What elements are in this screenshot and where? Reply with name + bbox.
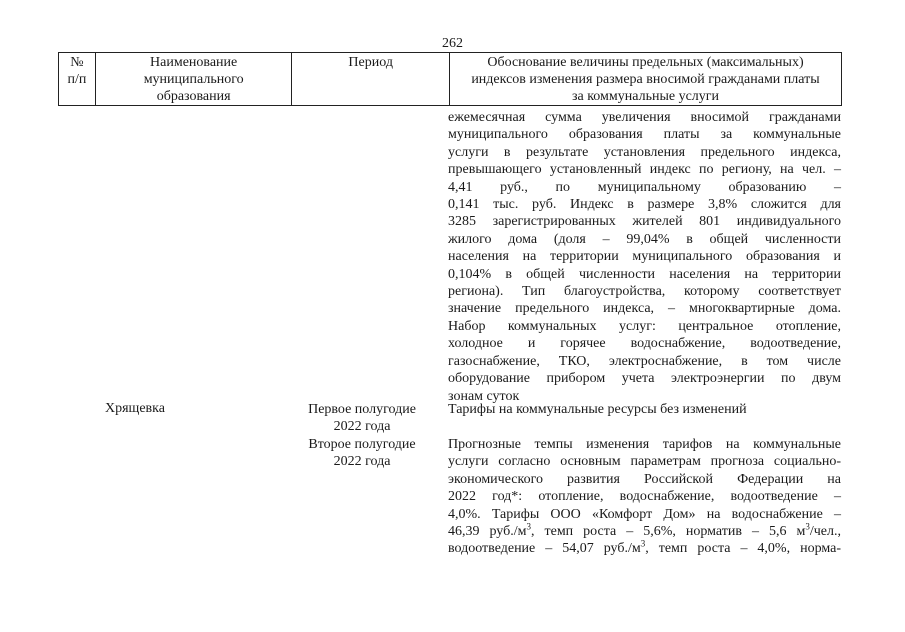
superscript: 3 bbox=[640, 538, 646, 549]
header-text: индексов изменения размера вносимой гражданами платы bbox=[471, 72, 820, 87]
text-line: региона). Тип благоустройства, которому соответствует bbox=[448, 284, 841, 300]
text-line: Прогнозные темпы изменения тарифов на коммунальные bbox=[448, 437, 841, 452]
header-justification-column bbox=[450, 53, 841, 105]
text-line: жилого дома (доля – 99,04% в общей численности bbox=[448, 231, 841, 247]
superscript: 3 bbox=[526, 521, 531, 532]
period-second-half bbox=[296, 436, 428, 470]
header-number-column bbox=[59, 53, 96, 105]
text-line: Набор коммунальных услуг: центральное отопление, bbox=[448, 318, 841, 334]
text-line: населения на территории муниципального образования и bbox=[448, 249, 841, 265]
page-number: 262 bbox=[442, 36, 463, 51]
text-fragment: водоотведение – 54,07 руб./м bbox=[448, 541, 641, 557]
text-fragment: 46,39 руб./м bbox=[448, 524, 527, 540]
period-text: 2022 года bbox=[333, 419, 391, 434]
text-fragment: /чел., bbox=[809, 524, 841, 540]
text-line: значение предельного индекса, – многоквартирные дома. bbox=[448, 301, 841, 317]
text-line: 3285 зарегистрированных жителей 801 индивидуального bbox=[448, 214, 841, 230]
second-half-justification bbox=[448, 436, 841, 558]
text-line: муниципального образования платы за коммунальные bbox=[448, 127, 841, 143]
table-header bbox=[58, 52, 842, 106]
text-fragment: , темп роста – 4,0%, норма- bbox=[645, 541, 841, 557]
text-fragment: , темп роста – 5,6%, норматив – 5,6 м bbox=[531, 524, 806, 540]
header-municipality-column bbox=[96, 53, 293, 105]
text-line: превышающего установленный индекс по региону, на чел. – bbox=[448, 162, 841, 178]
text-line: услуги в результате установления предельного индекса, bbox=[448, 144, 841, 160]
text-line: 0,104% в общей численности населения на территории bbox=[448, 266, 841, 282]
header-text: № bbox=[70, 55, 84, 70]
continuation-paragraph bbox=[448, 109, 841, 405]
text-line: услуги согласно основным параметрам прогноза социально- bbox=[448, 454, 841, 470]
period-text: Второе полугодие bbox=[308, 437, 416, 452]
text-line: зонам суток bbox=[448, 388, 520, 404]
period-text: Первое полугодие bbox=[308, 402, 416, 417]
header-text: образования bbox=[156, 89, 231, 104]
text-line: Тарифы на коммунальные ресурсы без изменений bbox=[448, 402, 747, 417]
text-line: 4,0%. Тарифы ООО «Комфорт Дом» на водоснабжение – bbox=[448, 506, 841, 522]
period-text: 2022 года bbox=[333, 454, 391, 469]
period-first-half bbox=[296, 401, 428, 435]
header-text: муниципального bbox=[143, 72, 244, 87]
text-line: холодное и горячее водоснабжение, водоотведение, bbox=[448, 336, 841, 352]
header-text: Период bbox=[348, 55, 393, 70]
text-line: ежемесячная сумма увеличения вносимой гражданами bbox=[448, 110, 841, 125]
text-line: оборудование прибором учета электроэнергии по двум bbox=[448, 371, 841, 387]
header-text: за коммунальные услуги bbox=[571, 89, 720, 104]
text-line: 2022 год*: отопление, водоснабжение, водоотведение – bbox=[448, 489, 841, 505]
header-text: п/п bbox=[67, 72, 87, 87]
text-line: 4,41 руб., по муниципальному образованию – bbox=[448, 179, 841, 195]
header-text: Обоснование величины предельных (максимальных) bbox=[487, 55, 804, 70]
text-line bbox=[448, 540, 841, 557]
superscript: 3 bbox=[805, 521, 810, 532]
first-half-justification bbox=[448, 401, 841, 418]
header-text: Наименование bbox=[150, 55, 238, 70]
text-line: экономического развития Российской Федерации на bbox=[448, 471, 841, 487]
header-period-column bbox=[292, 53, 450, 105]
text-line: газоснабжение, ТКО, электроснабжение, в том числе bbox=[448, 353, 841, 369]
text-line: 0,141 тыс. руб. Индекс в размере 3,8% сложится для bbox=[448, 197, 841, 213]
municipality-name: Хрящевка bbox=[105, 401, 165, 416]
